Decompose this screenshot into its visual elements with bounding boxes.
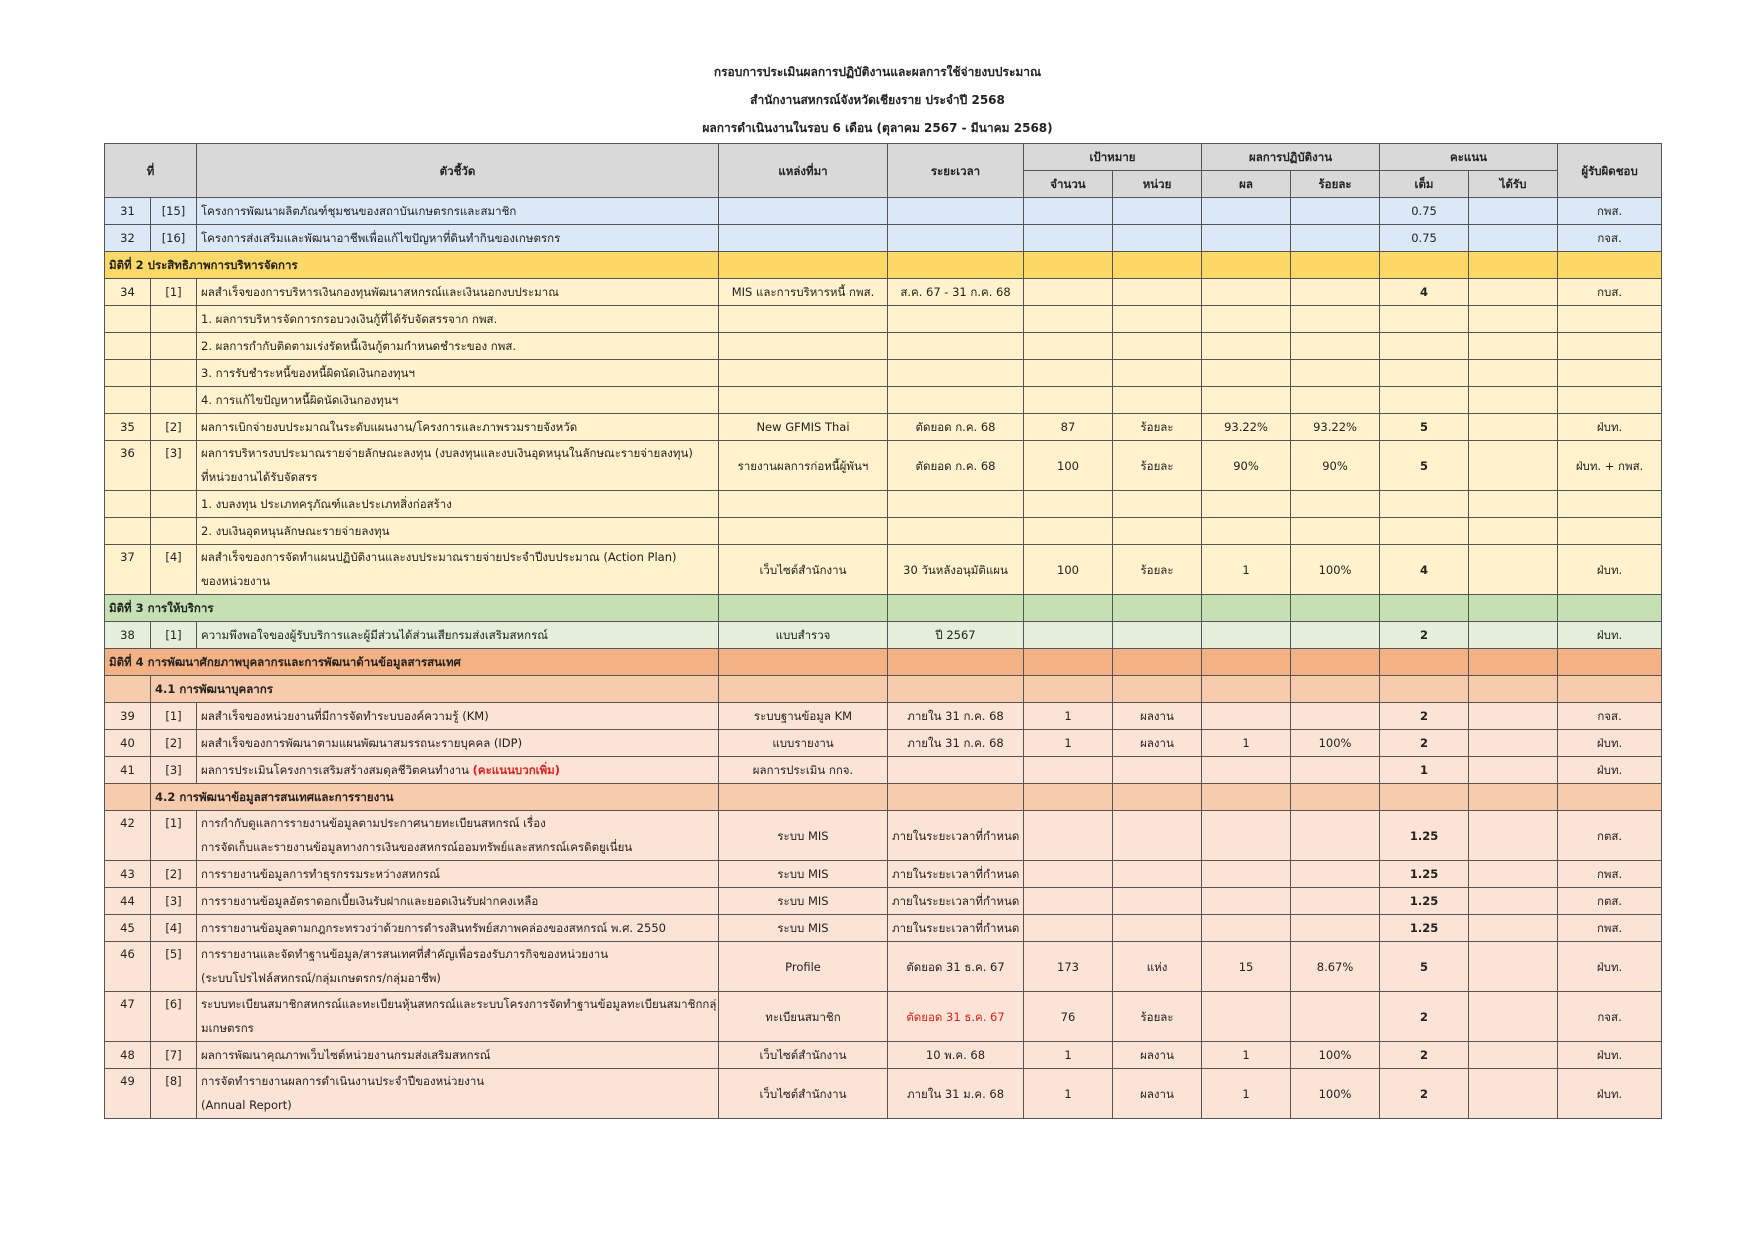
row-indicator-sub: 1. งบลงทุน ประเภทครุภัณฑ์และประเภทสิ่งก่อสร้าง: [197, 491, 719, 518]
row-unit: ร้อยละ: [1113, 441, 1202, 491]
row-full: 1: [1380, 757, 1469, 784]
row-period: 10 พ.ค. 68: [888, 1042, 1024, 1069]
row-no: 36: [105, 441, 151, 491]
row-no: 45: [105, 915, 151, 942]
row-amount: 87: [1024, 414, 1113, 441]
row-result: 90%: [1202, 441, 1291, 491]
row-indicator: ผลสำเร็จของหน่วยงานที่มีการจัดทำระบบองค์ความรู้ (KM): [197, 703, 719, 730]
row-amount: 76: [1024, 992, 1113, 1042]
row-source: ระบบ MIS: [719, 915, 888, 942]
row-result: 15: [1202, 942, 1291, 992]
row-indicator-sub: 2. ผลการกำกับติดตามเร่งรัดหนี้เงินกู้ตามกำหนดชำระของ กพส.: [197, 333, 719, 360]
table-row: [105, 518, 1662, 545]
col-result-group: ผลการปฏิบัติงาน: [1202, 144, 1380, 171]
row-unit: ผลงาน: [1113, 1042, 1202, 1069]
col-target: เป้าหมาย: [1024, 144, 1202, 171]
row-full: 2: [1380, 1069, 1469, 1119]
row-amount: 1: [1024, 1042, 1113, 1069]
row-no: 34: [105, 279, 151, 306]
row-percent: 100%: [1291, 730, 1380, 757]
table-row: [105, 441, 1662, 491]
row-indicator: การจัดทำรายงานผลการดำเนินงานประจำปีของหน่วยงาน: [201, 1074, 485, 1088]
row-source: ระบบ MIS: [719, 888, 888, 915]
row-full: 1.25: [1380, 861, 1469, 888]
row-sub: [15]: [151, 198, 197, 225]
row-indicator: ผลการเบิกจ่ายงบประมาณในระดับแผนงาน/โครงการและภาพรวมรายจังหวัด: [197, 414, 719, 441]
row-indicator-sub: 1. ผลการบริหารจัดการกรอบวงเงินกู้ที่ได้รับจัดสรรจาก กพส.: [197, 306, 719, 333]
row-indicator-cont: มเกษตรกร: [201, 1021, 254, 1035]
row-source: เว็บไซต์สำนักงาน: [719, 1069, 888, 1119]
row-period: ตัดยอด 31 ธ.ค. 67: [888, 992, 1024, 1042]
row-owner: ฝ่บท.: [1558, 622, 1662, 649]
row-full: 2: [1380, 730, 1469, 757]
row-indicator: การกำกับดูแลการรายงานข้อมูลตามประกาศนายทะเบียนสหกรณ์ เรื่อง: [201, 816, 546, 830]
row-result: 93.22%: [1202, 414, 1291, 441]
table-row: [105, 888, 1662, 915]
table-row: [105, 387, 1662, 414]
row-owner: กตส.: [1558, 888, 1662, 915]
row-no: 38: [105, 622, 151, 649]
row-indicator: ผลการประเมินโครงการเสริมสร้างสมดุลชีวิตคนทำงาน: [201, 763, 470, 777]
col-no: ที่: [105, 144, 197, 198]
row-source: เว็บไซต์สำนักงาน: [719, 1042, 888, 1069]
row-indicator: ผลการบริหารงบประมาณรายจ่ายลักษณะลงทุน (งบลงทุนและงบเงินอุดหนุนในลักษณะรายจ่ายลงทุน): [201, 446, 693, 460]
row-indicator: การรายงานข้อมูลอัตราดอกเบี้ยเงินรับฝากและยอดเงินรับฝากคงเหลือ: [197, 888, 719, 915]
row-owner: กตส.: [1558, 811, 1662, 861]
row-unit: ผลงาน: [1113, 730, 1202, 757]
row-full: 2: [1380, 703, 1469, 730]
row-percent: 90%: [1291, 441, 1380, 491]
row-period: ตัดยอด ก.ค. 68: [888, 441, 1024, 491]
row-indicator: ระบบทะเบียนสมาชิกสหกรณ์และทะเบียนหุ้นสหกรณ์และระบบโครงการจัดทำฐานข้อมูลทะเบียนสมาชิกกลุ่: [201, 997, 717, 1011]
table-row: [105, 1069, 1662, 1119]
row-result: 1: [1202, 545, 1291, 595]
col-owner: ผู้รับผิดชอบ: [1558, 144, 1662, 198]
row-sub: [4]: [151, 915, 197, 942]
row-owner: กจส.: [1558, 225, 1662, 252]
table-row: [105, 915, 1662, 942]
row-no: 39: [105, 703, 151, 730]
row-indicator: การรายงานข้อมูลตามกฎกระทรวงว่าด้วยการดำรงสินทรัพย์สภาพคล่องของสหกรณ์ พ.ศ. 2550: [197, 915, 719, 942]
row-indicator: โครงการส่งเสริมและพัฒนาอาชีพเพื่อแก้ไขปัญหาที่ดินทำกินของเกษตรกร: [197, 225, 719, 252]
row-full: 2: [1380, 622, 1469, 649]
row-owner: กพส.: [1558, 198, 1662, 225]
row-unit: ร้อยละ: [1113, 414, 1202, 441]
row-full: 2: [1380, 992, 1469, 1042]
row-owner: กจส.: [1558, 992, 1662, 1042]
row-source: แบบรายงาน: [719, 730, 888, 757]
row-indicator-sub: 2. งบเงินอุดหนุนลักษณะรายจ่ายลงทุน: [197, 518, 719, 545]
table-row: [105, 861, 1662, 888]
table-row: [105, 279, 1662, 306]
row-no: 37: [105, 545, 151, 595]
row-no: 41: [105, 757, 151, 784]
table-row: [105, 703, 1662, 730]
row-source: ระบบ MIS: [719, 861, 888, 888]
row-percent: 8.67%: [1291, 942, 1380, 992]
row-no: 32: [105, 225, 151, 252]
row-result: 1: [1202, 730, 1291, 757]
table-row: [105, 757, 1662, 784]
table-row: [105, 414, 1662, 441]
row-sub: [5]: [151, 942, 197, 992]
row-amount: 173: [1024, 942, 1113, 992]
row-full: 5: [1380, 414, 1469, 441]
row-sub: [3]: [151, 757, 197, 784]
row-sub: [1]: [151, 811, 197, 861]
row-full: 1.25: [1380, 888, 1469, 915]
row-owner: กพส.: [1558, 915, 1662, 942]
title-line-2: สำนักงานสหกรณ์จังหวัดเชียงราย ประจำปี 2568: [750, 93, 1005, 107]
row-owner: ฝ่บท.: [1558, 545, 1662, 595]
row-no: 31: [105, 198, 151, 225]
row-period: ภายใน 31 ก.ค. 68: [888, 703, 1024, 730]
row-source: New GFMIS Thai: [719, 414, 888, 441]
col-full: เต็ม: [1380, 171, 1469, 198]
table-row: [105, 811, 1662, 861]
row-indicator: ผลสำเร็จของการบริหารเงินกองทุนพัฒนาสหกรณ์และเงินนอกงบประมาณ: [197, 279, 719, 306]
row-period: ภายในระยะเวลาที่กำหนด: [888, 888, 1024, 915]
row-full: 1.25: [1380, 915, 1469, 942]
row-source: รายงานผลการก่อหนี้ผู้พันฯ: [719, 441, 888, 491]
row-unit: ผลงาน: [1113, 703, 1202, 730]
table-row: [105, 333, 1662, 360]
dimension-4-heading: มิติที่ 4 การพัฒนาศักยภาพบุคลากรและการพัฒนาด้านข้อมูลสารสนเทศ: [105, 649, 719, 676]
row-period: ตัดยอด 31 ธ.ค. 67: [888, 942, 1024, 992]
row-source: ระบบฐานข้อมูล KM: [719, 703, 888, 730]
row-period: ปี 2567: [888, 622, 1024, 649]
col-score: คะแนน: [1380, 144, 1558, 171]
row-unit: แห่ง: [1113, 942, 1202, 992]
row-sub: [3]: [151, 888, 197, 915]
row-no: 43: [105, 861, 151, 888]
row-sub: [2]: [151, 414, 197, 441]
row-result: 1: [1202, 1069, 1291, 1119]
row-source: เว็บไซต์สำนักงาน: [719, 545, 888, 595]
subsection-row: [105, 676, 1662, 703]
row-percent: 93.22%: [1291, 414, 1380, 441]
row-source: ผลการประเมิน กกจ.: [719, 757, 888, 784]
row-amount: 1: [1024, 703, 1113, 730]
row-owner: ฝ่บท.: [1558, 1069, 1662, 1119]
row-source: ทะเบียนสมาชิก: [719, 992, 888, 1042]
subsection-row: [105, 784, 1662, 811]
row-sub: [2]: [151, 861, 197, 888]
row-indicator: โครงการพัฒนาผลิตภัณฑ์ชุมชนของสถาบันเกษตรกรและสมาชิก: [197, 198, 719, 225]
table-row: [105, 545, 1662, 595]
row-period: ภายในระยะเวลาที่กำหนด: [888, 915, 1024, 942]
row-full: 5: [1380, 942, 1469, 992]
table-row: [105, 622, 1662, 649]
row-sub: [1]: [151, 703, 197, 730]
row-period: ภายในระยะเวลาที่กำหนด: [888, 811, 1024, 861]
row-percent: 100%: [1291, 1042, 1380, 1069]
row-full: 2: [1380, 1042, 1469, 1069]
table-row: [105, 942, 1662, 992]
row-sub: [7]: [151, 1042, 197, 1069]
row-indicator-cont: (ระบบโปรไฟล์สหกรณ์/กลุ่มเกษตรกร/กลุ่มอาชีพ): [201, 971, 441, 985]
row-period: ภายใน 31 ม.ค. 68: [888, 1069, 1024, 1119]
section-4-2-heading: 4.2 การพัฒนาข้อมูลสารสนเทศและการรายงาน: [151, 784, 719, 811]
row-full: 0.75: [1380, 225, 1469, 252]
dimension-2-heading: มิติที่ 2 ประสิทธิภาพการบริหารจัดการ: [105, 252, 719, 279]
row-no: 48: [105, 1042, 151, 1069]
row-source: Profile: [719, 942, 888, 992]
dimension-3-heading: มิติที่ 3 การให้บริการ: [105, 595, 719, 622]
row-indicator: การรายงานและจัดทำฐานข้อมูล/สารสนเทศที่สำคัญเพื่อรองรับภารกิจของหน่วยงาน: [201, 947, 609, 961]
row-no: 44: [105, 888, 151, 915]
row-percent: 100%: [1291, 545, 1380, 595]
row-owner: กจส.: [1558, 703, 1662, 730]
row-no: 42: [105, 811, 151, 861]
row-sub: [8]: [151, 1069, 197, 1119]
row-unit: ผลงาน: [1113, 1069, 1202, 1119]
document-titles: [0, 58, 1755, 142]
col-received: ได้รับ: [1469, 171, 1558, 198]
row-owner: ฝ่บท.: [1558, 942, 1662, 992]
row-source: แบบสำรวจ: [719, 622, 888, 649]
row-indicator: ความพึงพอใจของผู้รับบริการและผู้มีส่วนได้ส่วนเสียกรมส่งเสริมสหกรณ์: [197, 622, 719, 649]
col-indicator: ตัวชี้วัด: [197, 144, 719, 198]
row-indicator-cont: (Annual Report): [201, 1098, 292, 1112]
row-full: 5: [1380, 441, 1469, 491]
section-4-1-heading: 4.1 การพัฒนาบุคลากร: [151, 676, 719, 703]
row-period: 30 วันหลังอนุมัติแผน: [888, 545, 1024, 595]
title-line-1: กรอบการประเมินผลการปฏิบัติงานและผลการใช้จ่ายงบประมาณ: [713, 65, 1042, 79]
row-no: 46: [105, 942, 151, 992]
kpi-table: [104, 143, 1662, 1119]
table-row: [105, 198, 1662, 225]
table-row: [105, 360, 1662, 387]
row-amount: 1: [1024, 1069, 1113, 1119]
title-line-3: ผลการดำเนินงานในรอบ 6 เดือน (ตุลาคม 2567 - มีนาคม 2568): [702, 121, 1053, 135]
row-sub: [2]: [151, 730, 197, 757]
row-indicator: ผลสำเร็จของการจัดทำแผนปฏิบัติงานและงบประมาณรายจ่ายประจำปีงบประมาณ (Action Plan): [201, 550, 677, 564]
table-row: [105, 992, 1662, 1042]
section-row: [105, 252, 1662, 279]
row-sub: [16]: [151, 225, 197, 252]
row-source: MIS และการบริหารหนี้ กพส.: [719, 279, 888, 306]
row-sub: [1]: [151, 622, 197, 649]
row-source: ระบบ MIS: [719, 811, 888, 861]
row-indicator-cont: การจัดเก็บและรายงานข้อมูลทางการเงินของสหกรณ์ออมทรัพย์และสหกรณ์เครดิตยูเนี่ยน: [201, 840, 633, 854]
row-period: ภายในระยะเวลาที่กำหนด: [888, 861, 1024, 888]
row-unit: ร้อยละ: [1113, 545, 1202, 595]
col-percent: ร้อยละ: [1291, 171, 1380, 198]
row-owner: ฝ่บท.: [1558, 1042, 1662, 1069]
table-row: [105, 1042, 1662, 1069]
col-result: ผล: [1202, 171, 1291, 198]
row-indicator: ผลการพัฒนาคุณภาพเว็บไซต์หน่วยงานกรมส่งเสริมสหกรณ์: [197, 1042, 719, 1069]
row-owner: ฝ่บท.: [1558, 757, 1662, 784]
row-period: ส.ค. 67 - 31 ก.ค. 68: [888, 279, 1024, 306]
row-full: 4: [1380, 545, 1469, 595]
section-row: [105, 595, 1662, 622]
header-row-1: [105, 144, 1662, 171]
row-result: 1: [1202, 1042, 1291, 1069]
col-target-amount: จำนวน: [1024, 171, 1113, 198]
row-indicator: ผลสำเร็จของการพัฒนาตามแผนพัฒนาสมรรถนะรายบุคคล (IDP): [197, 730, 719, 757]
row-indicator: การรายงานข้อมูลการทำธุรกรรมระหว่างสหกรณ์: [197, 861, 719, 888]
row-indicator-sub: 4. การแก้ไขปัญหาหนี้ผิดนัดเงินกองทุนฯ: [197, 387, 719, 414]
row-sub: [6]: [151, 992, 197, 1042]
row-percent: 100%: [1291, 1069, 1380, 1119]
col-source: แหล่งที่มา: [719, 144, 888, 198]
col-period: ระยะเวลา: [888, 144, 1024, 198]
table-row: [105, 491, 1662, 518]
row-indicator-cont: ของหน่วยงาน: [201, 574, 270, 588]
row-sub: [1]: [151, 279, 197, 306]
row-unit: ร้อยละ: [1113, 992, 1202, 1042]
row-full: 4: [1380, 279, 1469, 306]
row-amount: 1: [1024, 730, 1113, 757]
col-target-unit: หน่วย: [1113, 171, 1202, 198]
row-amount: 100: [1024, 545, 1113, 595]
row-owner: กพส.: [1558, 861, 1662, 888]
row-no: 35: [105, 414, 151, 441]
row-sub: [4]: [151, 545, 197, 595]
row-indicator-sub: 3. การรับชำระหนี้ของหนี้ผิดนัดเงินกองทุนฯ: [197, 360, 719, 387]
table-row: [105, 730, 1662, 757]
row-no: 40: [105, 730, 151, 757]
row-owner: ฝ่บท.: [1558, 730, 1662, 757]
row-indicator-cont: ที่หน่วยงานได้รับจัดสรร: [201, 470, 318, 484]
table-row: [105, 225, 1662, 252]
row-period: ตัดยอด ก.ค. 68: [888, 414, 1024, 441]
section-row: [105, 649, 1662, 676]
row-sub: [3]: [151, 441, 197, 491]
row-owner: ฝ่บท.: [1558, 414, 1662, 441]
row-full: 0.75: [1380, 198, 1469, 225]
row-owner: กบส.: [1558, 279, 1662, 306]
row-full: 1.25: [1380, 811, 1469, 861]
row-amount: 100: [1024, 441, 1113, 491]
row-owner: ฝ่บท. + กพส.: [1558, 441, 1662, 491]
row-no: 47: [105, 992, 151, 1042]
row-period: ภายใน 31 ก.ค. 68: [888, 730, 1024, 757]
table-row: [105, 306, 1662, 333]
bonus-score-note: (คะแนนบวกเพิ่ม): [472, 763, 560, 777]
row-no: 49: [105, 1069, 151, 1119]
